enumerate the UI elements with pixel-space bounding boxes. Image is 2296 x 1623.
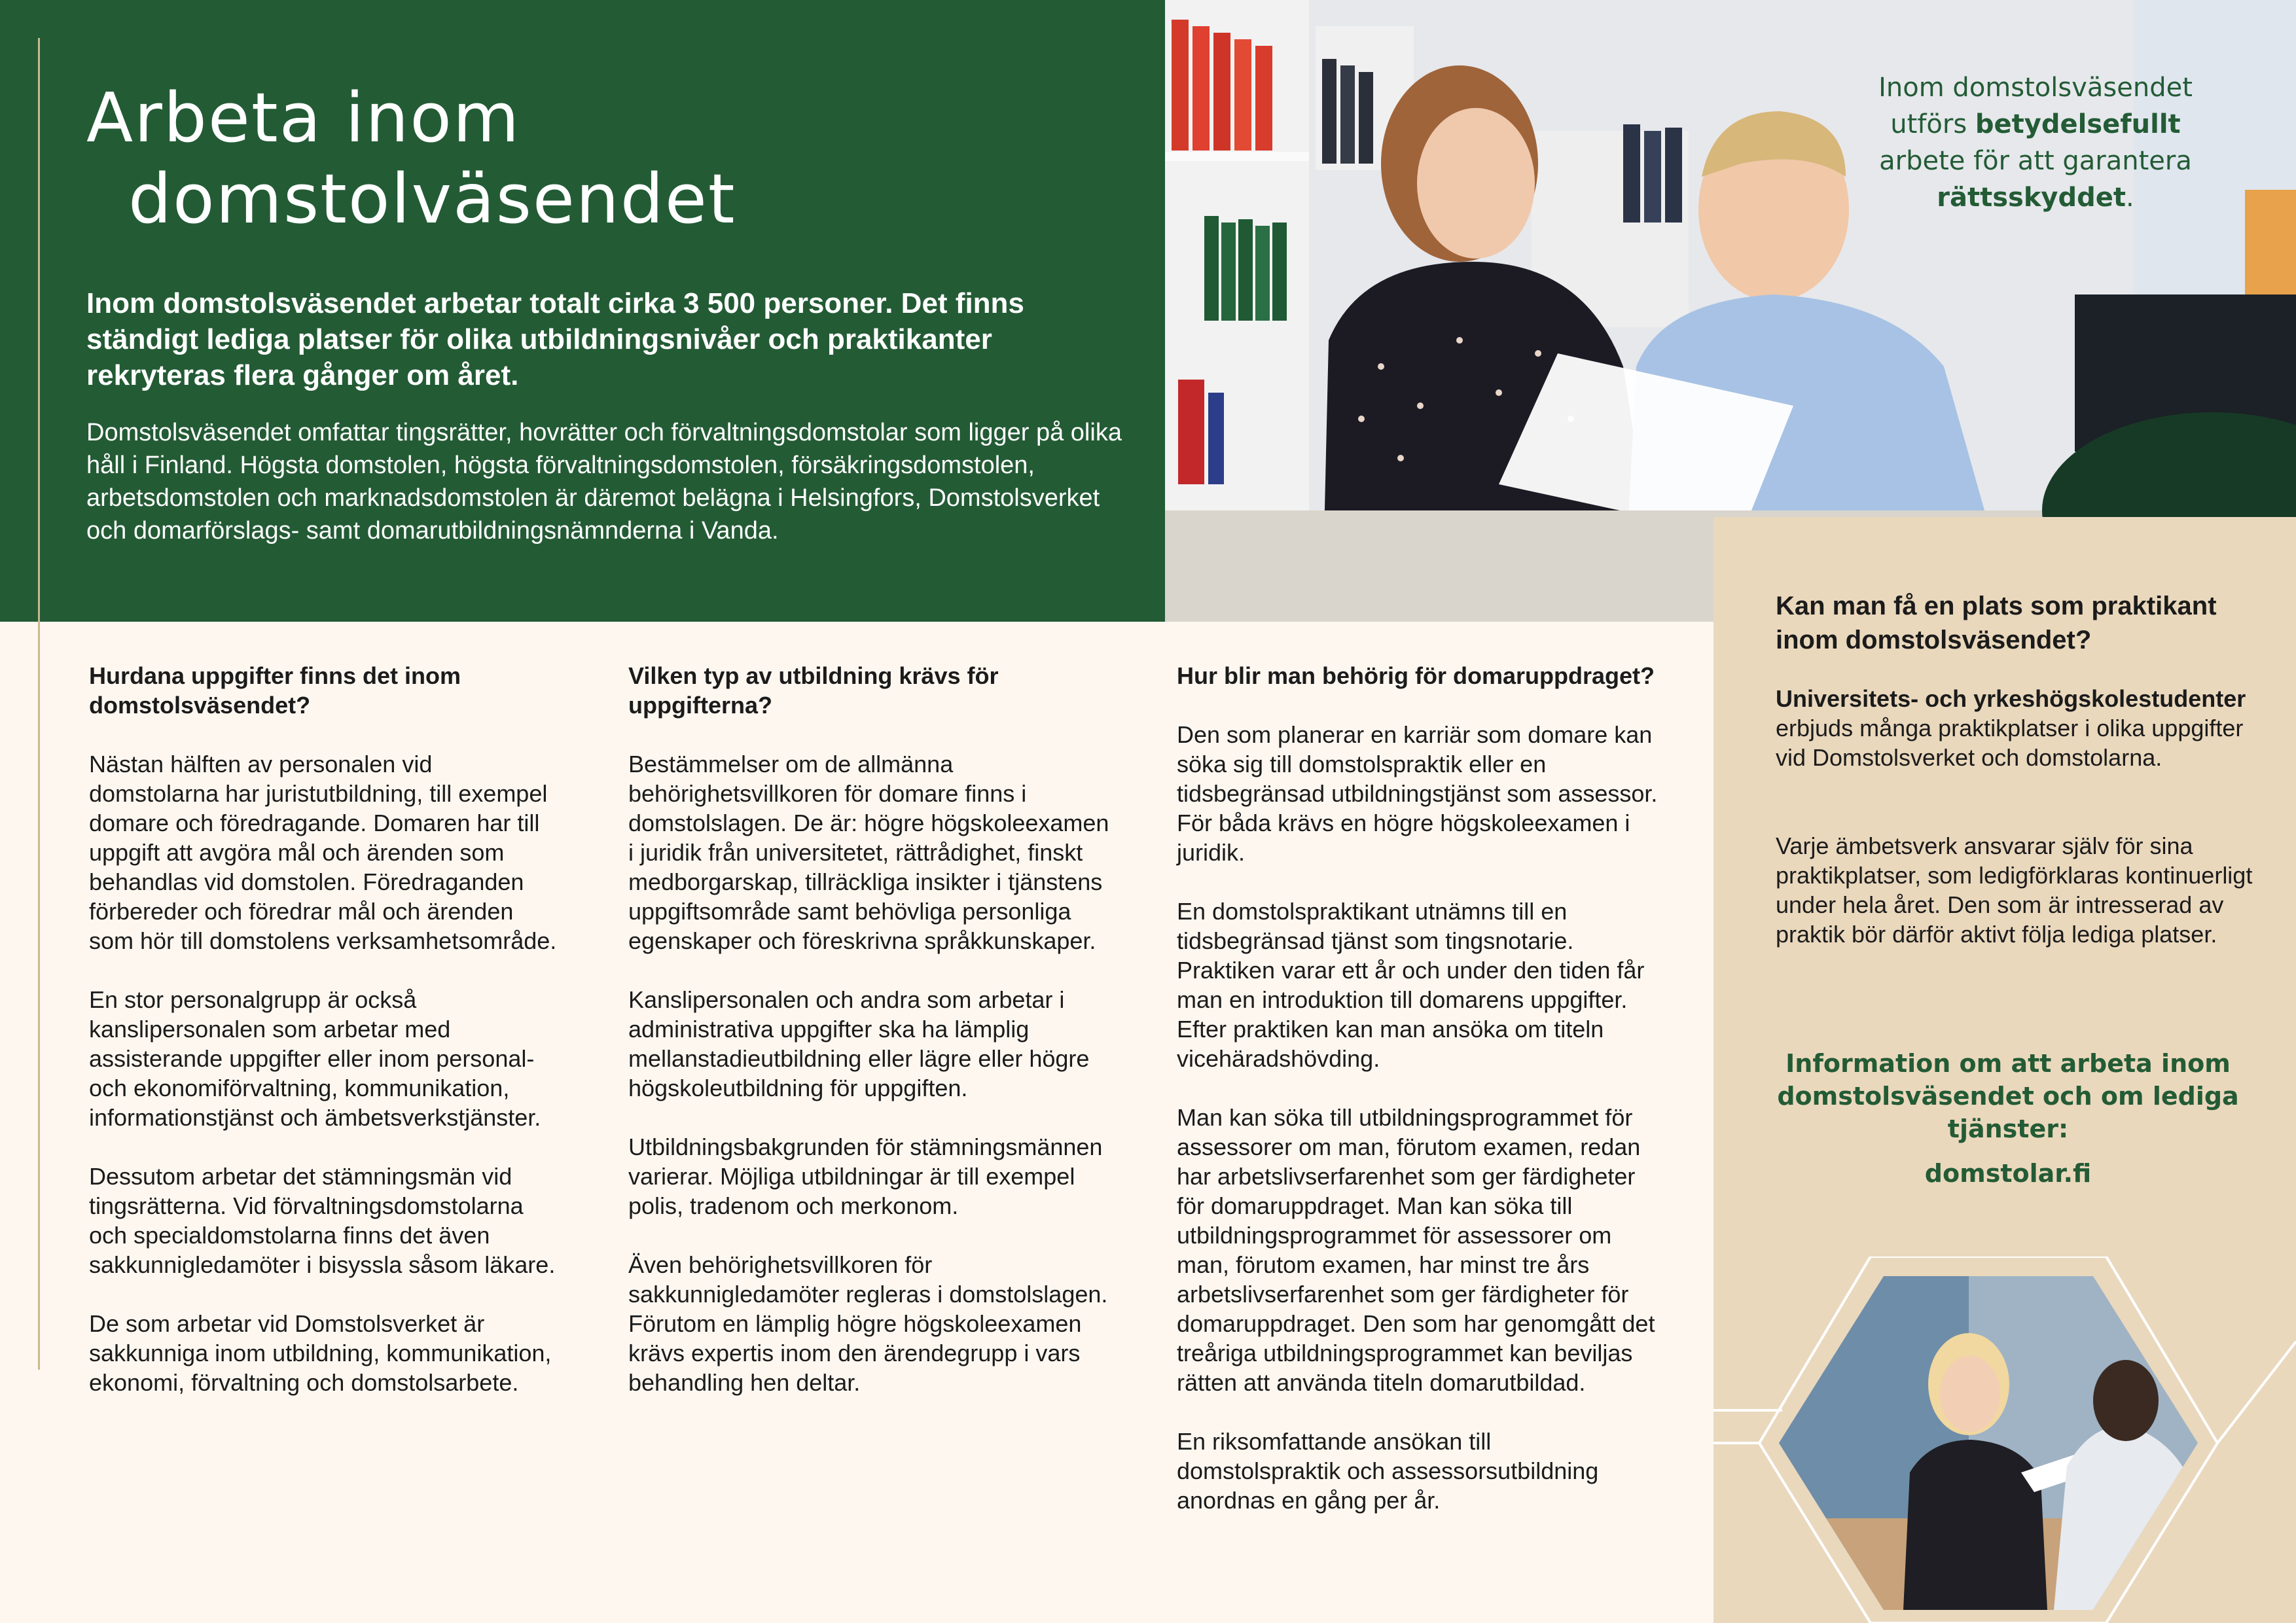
quote-bold-1: betydelsefullt [1975, 109, 2181, 139]
internship-sidebar [1713, 517, 2296, 1623]
pull-quote [1852, 69, 2219, 216]
intro-paragraph: Domstolsväsendet omfattar tingsrätter, hovrätter och förvaltningsdomstolar som ligger på olika håll i Finland. Högsta domstolen, högsta förvaltningsdomstolen, försäkringsdomstolen, arbetsdomstolen och marknadsdomstolen är däremot belägna i Helsingfors, Domstolsverket och domarförslags- samt domarutbildningsnämnderna i Vanda. [86, 419, 1122, 544]
column-1-paragraph: Dessutom arbetar det stämningsmän vid tingsrätterna. Vid förvaltningsdomstolarna och specialdomstolarna finns det även sakkunnigledamöter i bisyssla såsom läkare. [89, 1163, 556, 1278]
internship-students-bold: Universitets- och yrkeshögskolestudenter [1776, 685, 2246, 712]
column-1-paragraph: De som arbetar vid Domstolsverket är sakkunniga inom utbildning, kommunikation, ekonomi, förvaltning och domstolsarbete. [89, 1310, 552, 1396]
column-3-paragraph: En riksomfattande ansökan till domstolspraktik och assessorsutbildning anordnas en gång per år. [1177, 1428, 1599, 1514]
lead-paragraph: Inom domstolsväsendet arbetar totalt cirka 3 500 personer. Det finns ständigt lediga platser för olika utbildningsnivåer och praktikanter rekryteras flera gånger om året. [86, 287, 1024, 391]
title-line-1: Arbeta inom [86, 78, 521, 158]
column-3-paragraph: Den som planerar en karriär som domare kan söka sig till domstolspraktik eller en tidsbegränsad utbildningstjänst som assessor. För båda krävs en högre högskoleexamen i juridik. [1177, 721, 1658, 866]
column-2-paragraph: Bestämmelser om de allmänna behörighetsvillkoren för domare finns i domstolslagen. De är: högre högskoleexamen i juridik från universitetet, rättrådighet, finskt medborgarskap, tillräckliga insikter i tjänstens uppgiftsområde samt behövliga personliga egenskaper och föreskrivna språkkunskaper. [628, 751, 1109, 954]
column-2-paragraph: Utbildningsbakgrunden för stämningsmännen varierar. Möjliga utbildningar är till exempel polis, tradenom och merkonom. [628, 1133, 1103, 1219]
column-2-paragraph: Kanslipersonalen och andra som arbetar i administrativa uppgifter ska ha lämplig mellanstadieutbildning eller lägre eller högre högskoleutbildning för uppgiften. [628, 986, 1090, 1101]
internship-paragraph-1-rest: erbjuds många praktikplatser i olika uppgifter vid Domstolsverket och domstolarna. [1776, 715, 2244, 771]
column-1-paragraph: Nästan hälften av personalen vid domstolarna har juristutbildning, till exempel domare och föredragande. Domaren har till uppgift att avgöra mål och ärenden som behandlas vid domstolen. Föredraganden förbereder och föredrar mål och ärenden som hör till domstolens verksamhetsområde. [89, 751, 557, 954]
internship-paragraph-2: Varje ämbetsverk ansvarar själv för sina praktikplatser, som ledigförklaras kontinuerligt under hela året. Den som är intresserad av praktik bör därför aktivt följa lediga platser. [1776, 832, 2253, 948]
internship-heading: Kan man få en plats som praktikant inom domstolsväsendet? [1776, 592, 2217, 654]
hexagon-photo [1713, 1257, 2296, 1623]
column-education [628, 661, 1113, 1427]
column-2-heading: Vilken typ av utbildning krävs för uppgifterna? [628, 662, 999, 719]
column-1-heading: Hurdana uppgifter finns det inom domstolsväsendet? [89, 662, 461, 719]
quote-part-2: arbete för att garantera [1879, 146, 2192, 176]
column-3-heading: Hur blir man behörig för domaruppdraget? [1177, 662, 1655, 689]
column-3-paragraph: Man kan söka till utbildningsprogrammet för assessorer om man, förutom examen, redan har arbetslivserfarenhet som ger färdigheter för domaruppdraget. Man kan söka till utbildningsprogrammet för assessorer om man, förutom examen, har minst tre års arbetslivserfarenhet som ger färdigheter för domaruppdraget. Den som har genomgått det treåriga utbildningsprogrammet kan beviljas rätten att använda titeln domarutbildad. [1177, 1104, 1655, 1396]
website-link[interactable]: domstolar.fi [1924, 1159, 2092, 1188]
column-tasks [89, 661, 560, 1427]
column-judge-qualification [1177, 661, 1661, 1544]
info-text: Information om att arbeta inom domstolsväsendet och om lediga tjänster: [1777, 1049, 2239, 1143]
title-line-2: domstolväsendet [128, 159, 736, 239]
quote-part-3: . [2126, 183, 2134, 213]
vertical-rule [38, 38, 40, 1370]
page-title [86, 77, 736, 240]
column-2-paragraph: Även behörighetsvillkoren för sakkunnigledamöter regleras i domstolslagen. Förutom en lämplig högre högskoleexamen krävs expertis inom den ärendegrupp i vars behandling hen deltar. [628, 1251, 1108, 1396]
column-3-paragraph: En domstolspraktikant utnämns till en tidsbegränsad tjänst som tingsnotarie. Praktiken varar ett år och under den tiden får man en introduktion till domarens uppgifter. Efter praktiken kan man ansöka om titeln vicehäradshövding. [1177, 898, 1645, 1072]
column-1-paragraph: En stor personalgrupp är också kanslipersonalen som arbetar med assisterande uppgifter eller inom personal- och ekonomiförvaltning, kommunikation, informationstjänst och ämbetsverkstjänster. [89, 986, 541, 1131]
internship-paragraph-1 [1776, 684, 2273, 772]
quote-bold-2: rättsskyddet [1937, 183, 2126, 213]
quote-part-1: Inom domstolsväsendet utförs [1878, 73, 2193, 139]
